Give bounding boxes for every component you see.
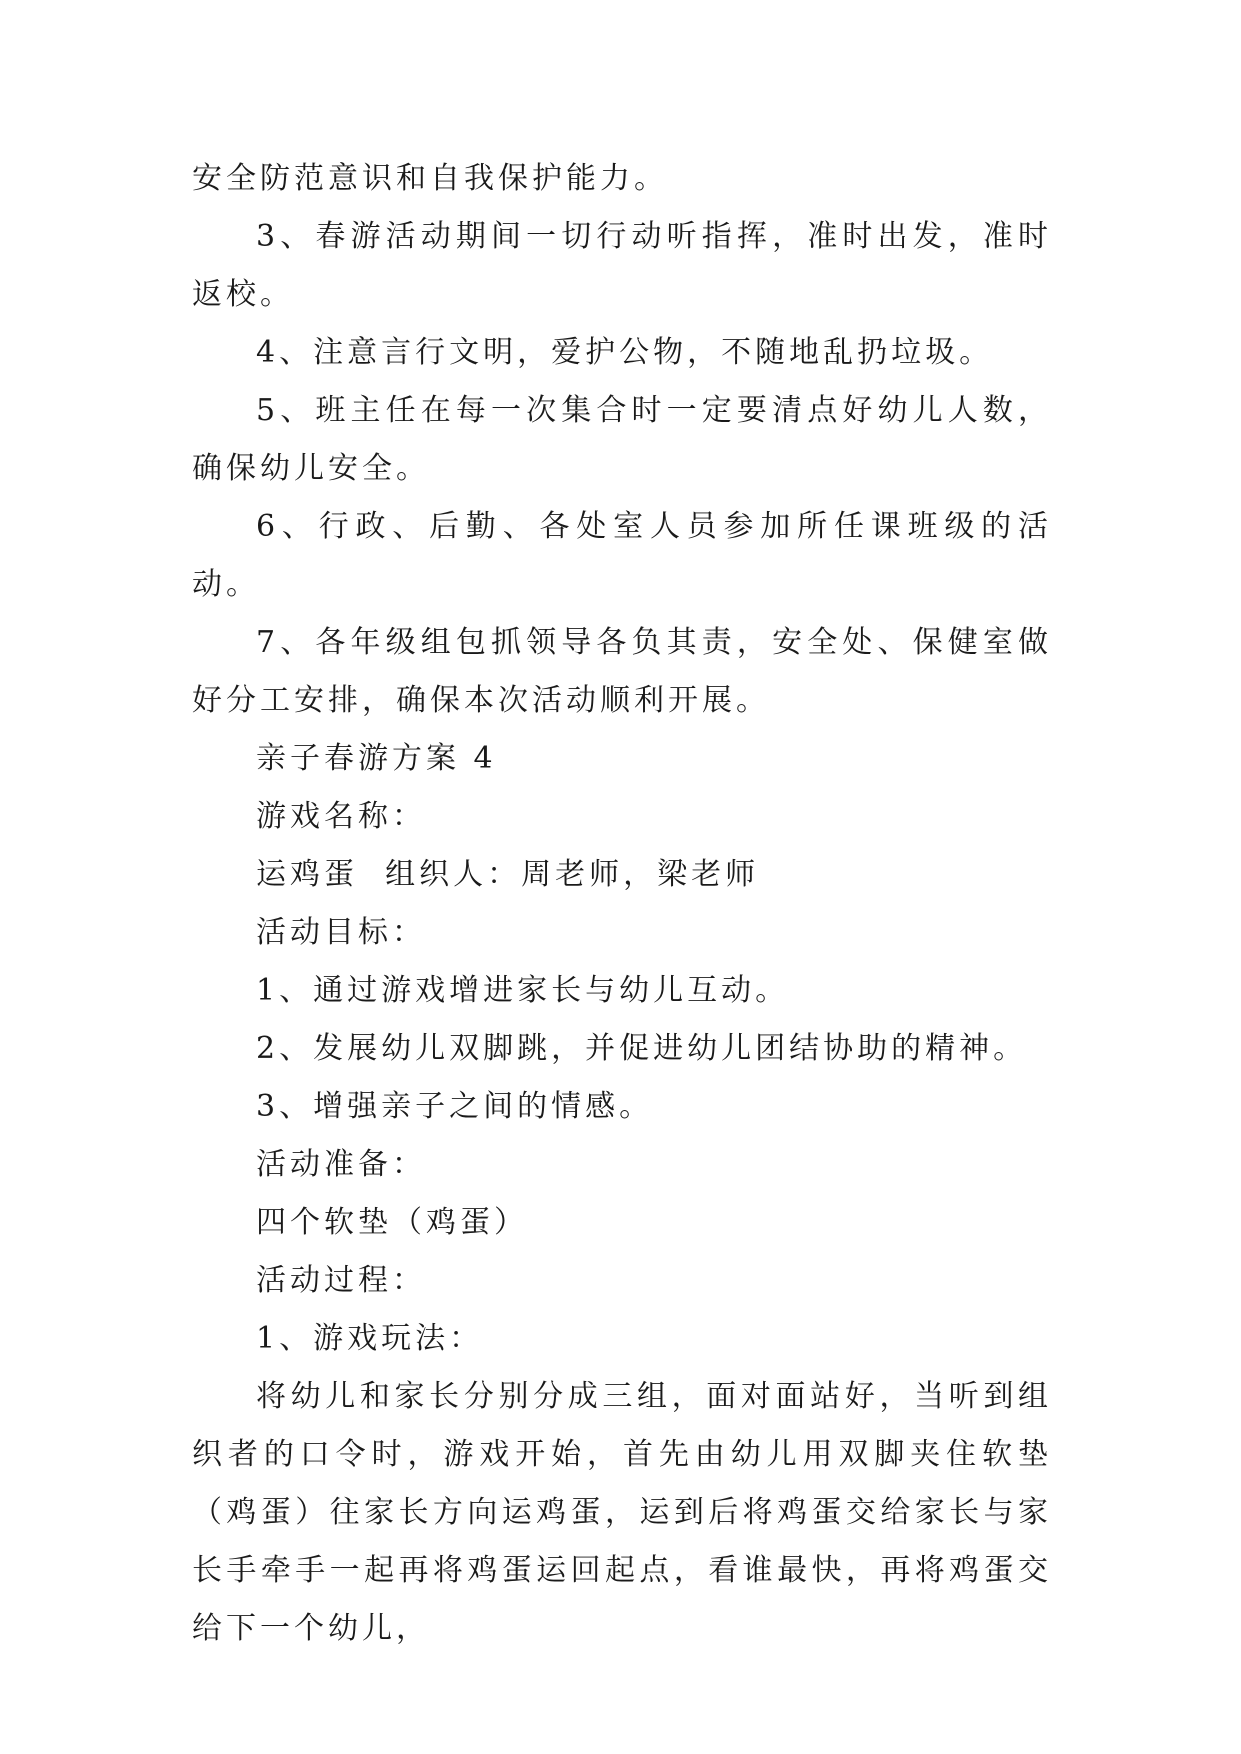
paragraph-5: 6、行政、后勤、各处室人员参加所任课班级的活动。 (192, 509, 1052, 602)
paragraph-3: 4、注意言行文明，爱护公物，不随地乱扔垃圾。 (256, 335, 994, 370)
document-body (192, 150, 1052, 1658)
paragraph-6: 7、各年级组包抓领导各负其责，安全处、保健室做好分工安排，确保本次活动顺利开展。 (192, 625, 1052, 718)
process-label: 活动过程： (256, 1263, 426, 1298)
goals-label: 活动目标： (256, 915, 426, 950)
game-name-value: 运鸡蛋 组织人：周老师，梁老师 (256, 857, 760, 892)
goal-1: 1、通过游戏增进家长与幼儿互动。 (256, 973, 790, 1008)
preparation-value: 四个软垫（鸡蛋） (256, 1205, 528, 1240)
preparation-label: 活动准备： (256, 1147, 426, 1182)
paragraph-4: 5、班主任在每一次集合时一定要清点好幼儿人数，确保幼儿安全。 (192, 393, 1052, 486)
paragraph-1: 安全防范意识和自我保护能力。 (192, 161, 668, 196)
process-description: 将幼儿和家长分别分成三组，面对面站好，当听到组织者的口令时，游戏开始，首先由幼儿用双脚夹住软垫（鸡蛋）往家长方向运鸡蛋，运到后将鸡蛋交给家长与家长手牵手一起再将鸡蛋运回起点，看谁最快，再将鸡蛋交给下一个幼儿， (192, 1379, 1052, 1646)
goal-3: 3、增强亲子之间的情感。 (256, 1089, 654, 1124)
section-heading: 亲子春游方案 4 (256, 741, 497, 776)
process-step-1: 1、游戏玩法： (256, 1321, 484, 1356)
goal-2: 2、发展幼儿双脚跳，并促进幼儿团结协助的精神。 (256, 1031, 1028, 1066)
game-name-label: 游戏名称： (256, 799, 426, 834)
paragraph-2: 3、春游活动期间一切行动听指挥，准时出发，准时返校。 (192, 219, 1052, 312)
